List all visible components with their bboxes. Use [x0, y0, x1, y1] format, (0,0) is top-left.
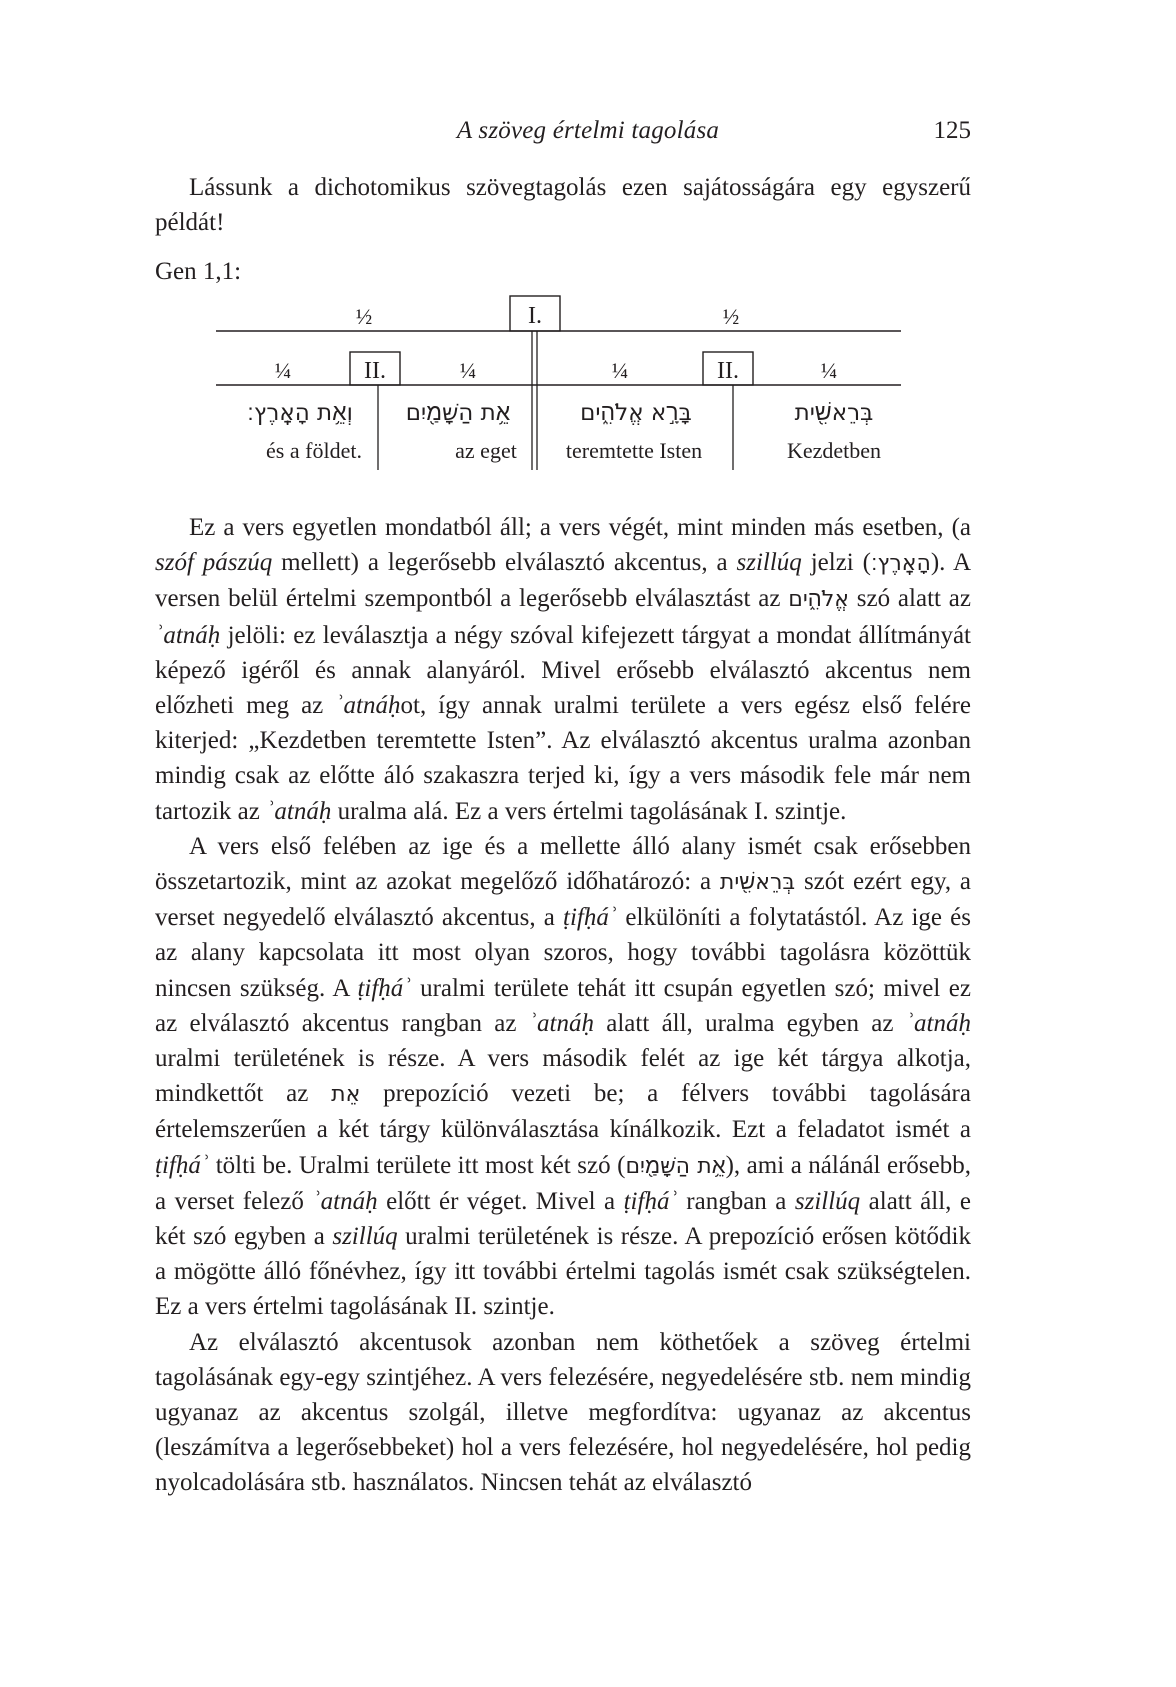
page-number: 125 — [933, 117, 971, 144]
fraction-quarter-3: ¼ — [611, 358, 629, 383]
fraction-quarter-4: ¼ — [820, 358, 838, 383]
fraction-quarter-2: ¼ — [459, 358, 477, 383]
hebrew-word-bereshit: בְּרֵאשִׁ֖ית — [794, 400, 874, 426]
fraction-half-right: ½ — [722, 304, 740, 329]
paragraph-3: Az elválasztó akcentusok azonban nem köthetőek a szöveg értelmi tagolásának egy-egy szintjéhez. A vers felezésére, negyedelésére stb. nem mindig ugyanaz az akcentus szolgál, illetve megfordítva: ugyanaz az akcentus (leszámítva a legerősebbeket) hol a vers felezésére, hol negyedelésére, hol pedig nyolcadolására stb. használatos. Nincsen tehát az elválasztó — [155, 1328, 971, 1497]
hebrew-word-hashamayim: אֵ֥ת הַשָּׁמַ֖יִם — [405, 400, 511, 426]
hebrew-word-erets: וְאֵ֥ת הָאָֽרֶץ׃ — [247, 400, 353, 426]
level1-marker: I. — [528, 303, 542, 329]
paragraph-1: Ez a vers egyetlen mondatból áll; a vers végét, mint minden más esetben, (a szóf pászúq mellett) a legerősebb elválasztó akcentus, a szillúq jelzi (הָאָֽרֶץ׃). A versen belül értelmi szempontból a legerősebb elválasztást az אֱלֹהִ֑ים szó alatt az ʾatnáḥ jelöli: ez leválasztja a négy szóval kifejezett tárgyat a mondat állítmányát képező igéről és annak alanyáról. Mivel erősebb elválasztó akcentus nem előzheti meg az ʾatnáḥot, így annak uralmi területe a vers egész első felére kiterjed: „Kezdetben teremtette Isten”. Az elválasztó akcentus uralma azonban mindig csak az előtte áló szakaszra terjed ki, így a vers második fele már nem tartozik az ʾatnáḥ uralma alá. Ez a vers értelmi tagolásának I. szintje. — [155, 514, 971, 825]
translation-4: Kezdetben — [786, 438, 882, 463]
body-text — [155, 510, 971, 1501]
level2-marker-left: II. — [364, 358, 386, 384]
translation-3: teremtette Isten — [565, 438, 703, 463]
paragraph-2: A vers első felében az ige és a mellette álló alany ismét csak erősebben összetartozik, mint az azokat megelőző időhatározó: a בְּרֵאשִׁ֖ית szót ezért egy, a verset negyedelő elválasztó akcentus, a ṭifḥáʾ elkülöníti a folytatástól. Az ige és az alany kapcsolata itt most olyan szoros, hogy további tagolásra közöttük nincsen szükség. A ṭifḥáʾ uralmi területe tehát itt csupán egyetlen szó; mivel ez az elválasztó akcentus rangban az ʾatnáḥ alatt áll, uralma egyben az ʾatnáḥ uralmi területének is része. A vers második felét az ige két tárgya alkotja, mindkettőt az אֵת prepozíció vezeti be; a félvers további tagolására értelemszerűen a két tárgy különválasztása kínálkozik. Ezt a feladatot ismét a ṭifḥáʾ tölti be. Uralmi területe itt most két szó (אֵ֥ת הַשָּׁמַ֖יִם), ami a nálánál erősebb, a verset felező ʾatnáḥ előtt ér véget. Mivel a ṭifḥáʾ rangban a szillúq alatt áll, e két szó egyben a szillúq uralmi területének is része. A prepozíció erősen kötődik a mögötte álló főnévhez, így itt további értelmi tagolás ismét csak szükségtelen. Ez a vers értelmi tagolásának II. szintje. — [155, 832, 972, 1321]
accent-hierarchy-diagram — [0, 0, 1176, 520]
translation-1: és a földet. — [266, 438, 362, 463]
running-title: A szöveg értelmi tagolása — [456, 117, 720, 144]
hebrew-word-bara-elohim: בָּרָ֣א אֱלֹהִ֑ים — [580, 400, 692, 426]
fraction-half-left: ½ — [355, 304, 373, 329]
verse-reference: Gen 1,1: — [155, 258, 242, 285]
intro-text: Lássunk a dichotomikus szövegtagolás ezen sajátosságára egy egyszerű példát! — [155, 174, 971, 237]
translation-2: az eget — [455, 438, 517, 463]
level2-marker-right: II. — [717, 358, 739, 384]
fraction-quarter-1: ¼ — [274, 358, 292, 383]
